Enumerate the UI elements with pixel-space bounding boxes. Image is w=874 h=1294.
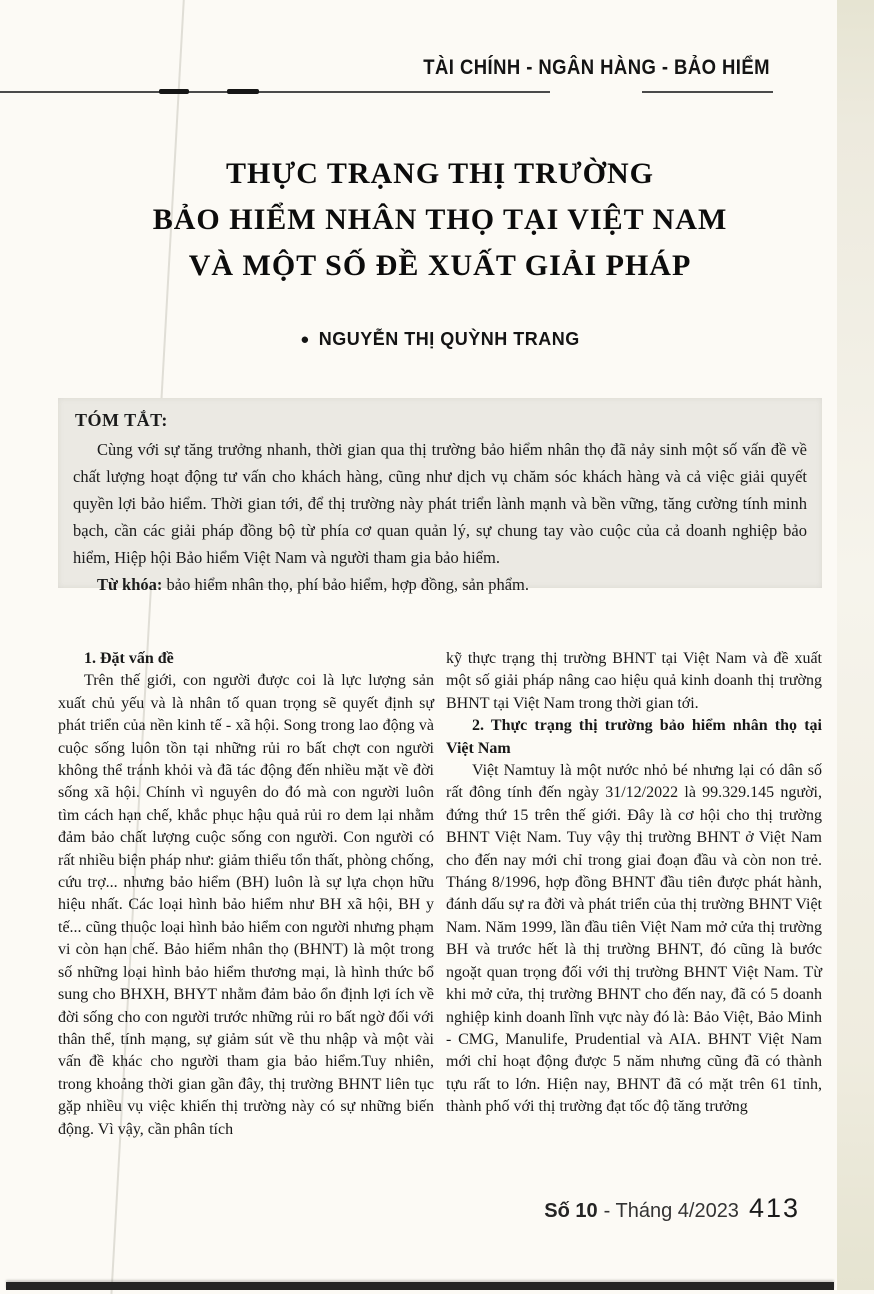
footer-issue-date: - Tháng 4/2023 — [603, 1200, 739, 1222]
author-byline — [58, 329, 822, 350]
section-1-heading: 1. Đặt vấn đề — [84, 650, 174, 667]
article-body — [58, 648, 822, 1141]
body-paragraph: Trên thế giới, con người được coi là lực lượng sản xuất chủ yếu và là nhân tố quan trọng sẽ quyết định sự phát triển của nền kinh tế - xã hội. Song trong lao động và cuộc sống luôn tồn tại những rủi ro bất chợt con người không thể tránh khỏi và đã tác động đến nhiều mặt về đời sống xã hội. Chính vì nguyên do đó mà con người luôn tìm cách hạn chế, khắc phục hậu quả rủi ro dem lại nhằm đảm bảo chất lượng cuộc sống con người. Con người có rất nhiều biện pháp như: giảm thiểu tổn thất, phòng chống, cứu trợ... nhưng bảo hiểm (BH) luôn là sự lựa chọn hữu hiệu nhất. Các loại hình bảo hiểm như BH xã hội, BH y tế... cũng thuộc loại hình bảo hiểm con người nhưng phạm vi còn hạn chế. Bảo hiểm nhân thọ (BHNT) là một trong số những loại hình bảo hiểm thương mại, là hình thức bổ sung cho BHXH, BHYT nhằm đảm bảo ổn định lợi ích về đời sống cho con người trước những rủi ro bất ngờ đối với thân thể, tính mạng, sự giảm sút về thu nhập và một vài vấn đề khác cho người tham gia bảo hiểm.Tuy nhiên, trong khoảng thời gian gần đây, thị trường BHNT liên tục gặp nhiều vụ việc khiến thị trường này có sự những biến động. Vì vậy, cần phân tích — [58, 672, 434, 1138]
keywords-label: Từ khóa: — [97, 575, 163, 594]
footer-page-number: 413 — [748, 1193, 800, 1223]
section-2-heading: 2. Thực trạng thị trường bảo hiểm nhân thọ tại Việt Nam — [446, 717, 822, 757]
header-rule-right — [642, 91, 773, 93]
author-name: NGUYỄN THỊ QUỲNH TRANG — [318, 329, 580, 349]
article-title-line-1: THỰC TRẠNG THỊ TRƯỜNG — [225, 157, 654, 190]
article-title-line-2: BẢO HIỂM NHÂN THỌ TẠI VIỆT NAM — [152, 203, 728, 236]
body-column-left — [58, 648, 434, 1141]
header-rule-left — [0, 91, 550, 93]
page-footer — [544, 1193, 800, 1224]
bottom-ink-bar — [6, 1282, 834, 1290]
abstract-heading: TÓM TẮT: — [75, 410, 168, 430]
body-column-right — [446, 648, 822, 1141]
body-paragraph: kỹ thực trạng thị trường BHNT tại Việt Nam và đề xuất một số giải pháp nâng cao hiệu quả kinh doanh thị trường BHNT tại Việt Nam trong thời gian tới. — [446, 650, 822, 712]
article-title — [58, 151, 822, 289]
abstract-box — [58, 398, 822, 594]
journal-section-header: TÀI CHÍNH - NGÂN HÀNG - BẢO HIỂM — [423, 56, 770, 79]
body-paragraph: Việt Namtuy là một nước nhỏ bé nhưng lại có dân số rất đông tính đến ngày 31/12/2022 là 99.329.145 người, đứng thứ 15 trên thế giới. Đây là cơ hội cho thị trường BHNT Việt Nam. Tuy vậy thị trường BHNT ở Việt Nam cho đến nay mới chỉ trong giai đoạn đầu và còn non trẻ. Tháng 8/1996, hợp đồng BHNT đầu tiên được phát hành, đánh dấu sự ra đời và phát triển của thị trường BHNT Việt Nam. Năm 1999, lần đầu tiên Việt Nam mở cửa thị trường BH và trước hết là thị trường BHNT, đó cũng là bước ngoặt quan trọng đối với thị trường BHNT Việt Nam. Từ khi mở cửa, thị trường BHNT cho đến nay, đã có 5 doanh nghiệp kinh doanh lĩnh vực này đó là: Bảo Việt, Bảo Minh - CMG, Manulife, Prudential và AIA. BHNT Việt Nam mới chỉ hoạt động được 5 năm nhưng cũng đã có thành tựu rất to lớn. Hiện nay, BHNT đã có mặt trên 61 tỉnh, thành phố với thị trường đạt tốc độ tăng trưởng — [446, 762, 822, 1116]
keywords-text: bảo hiểm nhân thọ, phí bảo hiểm, hợp đồng, sản phẩm. — [162, 575, 530, 594]
abstract-text: Cùng với sự tăng trưởng nhanh, thời gian qua thị trường bảo hiểm nhân thọ đã nảy sinh một số vấn đề về chất lượng hoạt động tư vấn cho khách hàng, cũng như dịch vụ chăm sóc khách hàng và cả việc giải quyết quyền lợi bảo hiểm. Thời gian tới, để thị trường này phát triển lành mạnh và bền vững, tăng cường tính minh bạch, cần các giải pháp đồng bộ từ phía cơ quan quản lý, sự chung tay vào cuộc của cả doanh nghiệp bảo hiểm, Hiệp hội Bảo hiểm Việt Nam và người tham gia bảo hiểm. — [73, 440, 807, 567]
header-rule-ink-mark — [159, 89, 189, 94]
keywords-line — [73, 571, 807, 598]
page-edge-strip — [837, 0, 874, 1290]
footer-issue-number: Số 10 — [544, 1200, 598, 1222]
author-bullet-icon: ● — [300, 331, 310, 348]
article-title-line-3: VÀ MỘT SỐ ĐỀ XUẤT GIẢI PHÁP — [188, 249, 692, 282]
header-rule-ink-mark — [227, 89, 259, 94]
